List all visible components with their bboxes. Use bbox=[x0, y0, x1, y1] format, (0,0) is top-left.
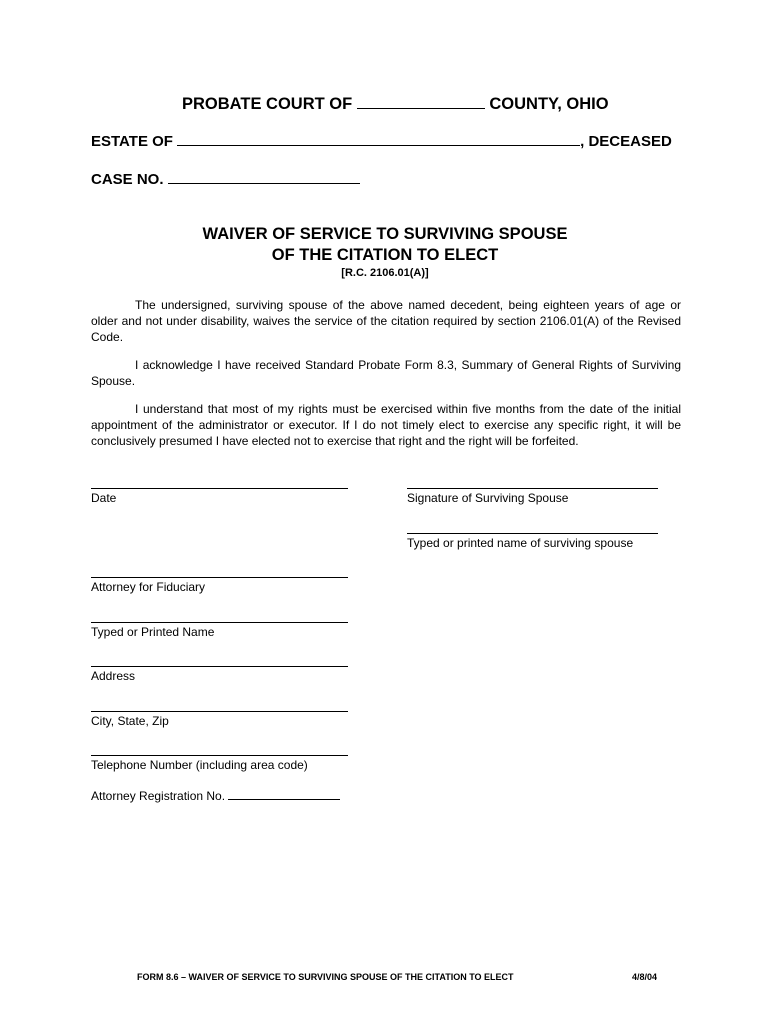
statute-reference: [R.C. 2106.01(A)] bbox=[341, 267, 429, 279]
court-heading bbox=[182, 95, 609, 114]
attorney-label: Attorney for Fiduciary bbox=[91, 580, 206, 594]
case-number-field[interactable] bbox=[168, 171, 360, 184]
form-title-line2: OF THE CITATION TO ELECT bbox=[271, 246, 499, 264]
estate-suffix: , DECEASED bbox=[580, 133, 672, 150]
address-label: Address bbox=[91, 669, 136, 683]
typed-name-line[interactable] bbox=[91, 622, 348, 623]
signature-label: Signature of Surviving Spouse bbox=[407, 491, 569, 505]
typed-name-spouse-label: Typed or printed name of surviving spouse bbox=[407, 536, 634, 550]
address-line[interactable] bbox=[91, 666, 348, 667]
court-prefix: PROBATE COURT OF bbox=[182, 95, 353, 113]
estate-line bbox=[91, 133, 672, 150]
paragraph-acknowledge: I acknowledge I have received Standard Probate Form 8.3, Summary of General Rights of Surviving Spouse. bbox=[91, 358, 681, 388]
county-field[interactable] bbox=[357, 96, 485, 109]
typed-name-label: Typed or Printed Name bbox=[91, 625, 215, 639]
typed-name-spouse-line[interactable] bbox=[407, 533, 658, 534]
attorney-line[interactable] bbox=[91, 577, 348, 578]
telephone-label: Telephone Number (including area code) bbox=[91, 758, 308, 772]
signature-line[interactable] bbox=[407, 488, 658, 489]
date-line[interactable] bbox=[91, 488, 348, 489]
paragraph-waiver: The undersigned, surviving spouse of the above named decedent, being eighteen years of age or older and not under disability, waives the service of the citation required by section 2106.01(A) of the Revised Code. bbox=[91, 298, 681, 344]
estate-prefix: ESTATE OF bbox=[91, 133, 173, 150]
registration-field[interactable] bbox=[228, 788, 340, 800]
city-state-zip-label: City, State, Zip bbox=[91, 714, 169, 728]
city-state-zip-line[interactable] bbox=[91, 711, 348, 712]
date-label: Date bbox=[91, 491, 117, 505]
case-label: CASE NO. bbox=[91, 171, 164, 188]
form-title-line1: WAIVER OF SERVICE TO SURVIVING SPOUSE bbox=[202, 225, 568, 243]
case-line bbox=[91, 171, 360, 188]
telephone-line[interactable] bbox=[91, 755, 348, 756]
registration-label: Attorney Registration No. bbox=[91, 789, 226, 803]
registration-row bbox=[91, 788, 340, 803]
court-suffix: COUNTY, OHIO bbox=[489, 95, 609, 113]
footer-date: 4/8/04 bbox=[632, 972, 658, 982]
footer-form-id: FORM 8.6 – WAIVER OF SERVICE TO SURVIVING SPOUSE OF THE CITATION TO ELECT bbox=[137, 972, 514, 982]
estate-name-field[interactable] bbox=[177, 133, 580, 146]
paragraph-understand: I understand that most of my rights must be exercised within five months from the date of the initial appointment of the administrator or executor. If I do not timely elect to exercise any specific right, it will be conclusively presumed I have elected not to exercise that right and the right will be forfeited. bbox=[91, 402, 681, 448]
